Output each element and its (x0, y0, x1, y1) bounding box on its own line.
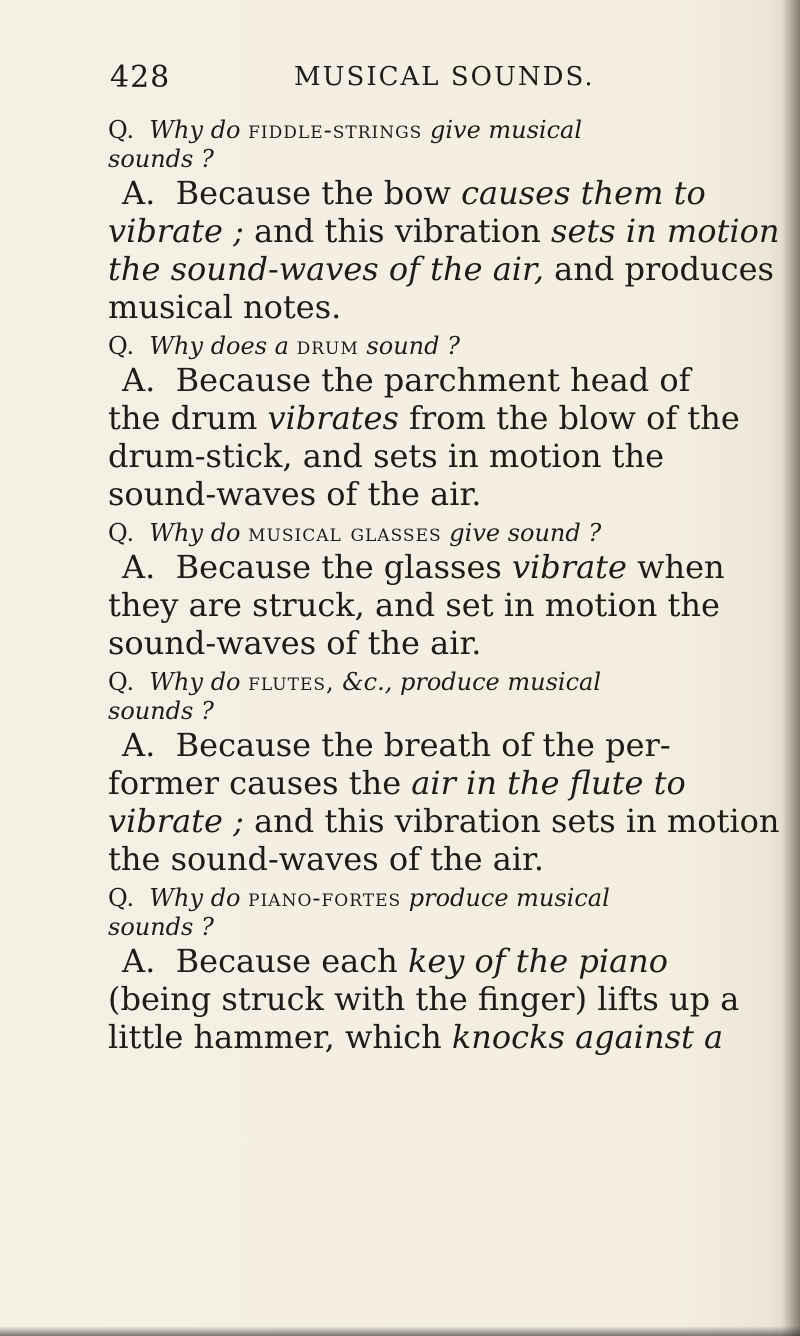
answer-text: Because the bow (175, 174, 462, 212)
question-subject: piano-fortes (248, 884, 402, 912)
qa-entry (108, 884, 766, 1056)
answer-emphasis: sets in motion (551, 212, 780, 250)
question-text: sound ? (366, 332, 460, 360)
question-subject: drum (296, 332, 359, 360)
answer-emphasis: vibrate (511, 548, 627, 586)
qa-entry (108, 519, 766, 662)
question (108, 668, 766, 726)
question-subject: musical glasses (248, 519, 442, 547)
question-text: Why do (149, 116, 241, 144)
answer (108, 942, 766, 1056)
page-edge-shadow (782, 0, 800, 1336)
answer (108, 726, 780, 878)
running-head (110, 60, 750, 100)
answer (108, 361, 766, 513)
question (108, 332, 766, 361)
question-subject: flutes, (248, 668, 335, 696)
question-subject: fiddle-strings (248, 116, 423, 144)
question-label: Q. (108, 332, 135, 360)
answer (108, 548, 766, 662)
answer-label: A. (122, 361, 156, 399)
question-label: Q. (108, 668, 135, 696)
answer (108, 174, 780, 326)
answer-text: little hammer, which (108, 1018, 452, 1056)
page-number: 428 (110, 60, 171, 95)
question-text: produce musical (408, 884, 610, 912)
question-text: give musical (429, 116, 583, 144)
question (108, 884, 766, 942)
answer-text: sound-waves of the air. (108, 624, 482, 662)
answer-emphasis: knocks against a (451, 1018, 724, 1056)
qa-entry (108, 332, 766, 513)
answer-text: Because the breath of the per- (175, 726, 671, 764)
answer-text: when (626, 548, 725, 586)
answer-label: A. (122, 726, 156, 764)
page-bottom-shadow (0, 1326, 800, 1336)
question-label: Q. (108, 884, 135, 912)
question-text: Why do (149, 668, 241, 696)
answer-text: the sound-waves of the air. (108, 840, 544, 878)
answer-emphasis: causes them to (461, 174, 706, 212)
question-text: sounds ? (108, 913, 214, 941)
answer-text: musical notes. (108, 288, 342, 326)
answer-label: A. (122, 942, 156, 980)
question-text: Why does a (149, 332, 289, 360)
answer-label: A. (122, 548, 156, 586)
question (108, 116, 766, 174)
text-body (108, 116, 780, 1056)
answer-text: sound-waves of the air. (108, 475, 482, 513)
question-label: Q. (108, 519, 135, 547)
question-label: Q. (108, 116, 135, 144)
question-text: Why do (149, 519, 241, 547)
answer-text: former causes the (108, 764, 412, 802)
question-text: &c., produce musical (342, 668, 601, 696)
question-text: Why do (149, 884, 241, 912)
answer-text: (being struck with the finger) lifts up a (108, 980, 740, 1018)
answer-emphasis: the sound-waves of the air, (108, 250, 544, 288)
answer-emphasis: air in the flute to (411, 764, 686, 802)
answer-emphasis: vibrate ; (108, 212, 244, 250)
answer-text: Because the parchment head of (175, 361, 691, 399)
answer-emphasis: vibrate ; (108, 802, 244, 840)
qa-entry (108, 668, 780, 878)
answer-text: from the blow of the (398, 399, 740, 437)
question-text: sounds ? (108, 697, 214, 725)
question-text: give sound ? (449, 519, 602, 547)
answer-text: Because each (175, 942, 408, 980)
answer-text: the drum (108, 399, 268, 437)
answer-text: drum-stick, and sets in motion the (108, 437, 665, 475)
answer-emphasis: key of the piano (407, 942, 669, 980)
question-text: sounds ? (108, 145, 214, 173)
qa-entry (108, 116, 780, 326)
answer-text: Because the glasses (175, 548, 512, 586)
question (108, 519, 766, 548)
answer-text: and produces (543, 250, 774, 288)
answer-text: and this vibration sets in motion (243, 802, 780, 840)
answer-label: A. (122, 174, 156, 212)
running-title: MUSICAL SOUNDS. (294, 62, 595, 92)
answer-text: they are struck, and set in motion the (108, 586, 720, 624)
answer-emphasis: vibrates (267, 399, 399, 437)
answer-text: and this vibration (243, 212, 552, 250)
